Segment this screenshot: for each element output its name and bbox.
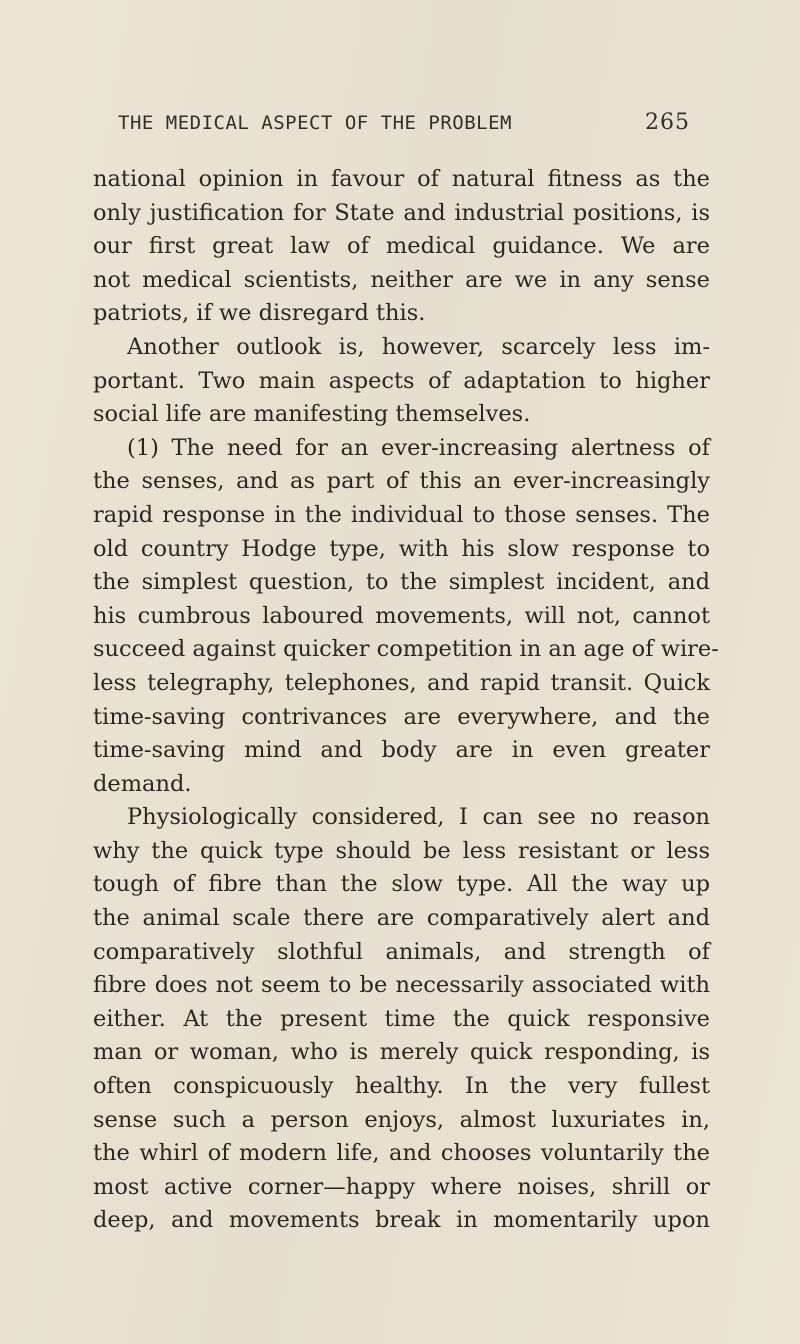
text-line: the whirl of modern life, and chooses voluntarily the bbox=[93, 1140, 710, 1167]
text-line: the simplest question, to the simplest incident, and bbox=[93, 569, 710, 596]
text-line: time-saving mind and body are in even greater bbox=[93, 737, 710, 764]
text-line: rapid response in the individual to those senses. The bbox=[93, 501, 710, 528]
text-line: why the quick type should be less resistant or less bbox=[93, 837, 710, 864]
text-line: his cumbrous laboured movements, will not, cannot bbox=[93, 602, 710, 629]
text-line: sense such a person enjoys, almost luxuriates in, bbox=[93, 1106, 710, 1133]
text-line: demand. bbox=[93, 770, 192, 797]
body-text bbox=[93, 163, 719, 1238]
text-line: portant. Two main aspects of adaptation to higher bbox=[93, 367, 710, 394]
text-line: only justification for State and industrial positions, is bbox=[93, 199, 710, 226]
text-line: time-saving contrivances are everywhere, and the bbox=[93, 703, 710, 730]
text-line: patriots, if we disregard this. bbox=[93, 300, 426, 327]
text-line: not medical scientists, neither are we in any sense bbox=[93, 266, 710, 293]
text-line: Another outlook is, however, scarcely less im- bbox=[127, 333, 710, 360]
page-number: 265 bbox=[645, 110, 690, 135]
text-line: old country Hodge type, with his slow response to bbox=[93, 535, 710, 562]
text-line: fibre does not seem to be necessarily associated with bbox=[93, 972, 710, 999]
text-line: national opinion in favour of natural fitness as the bbox=[93, 166, 710, 192]
text-line: Physiologically considered, I can see no reason bbox=[127, 804, 710, 831]
running-head-title: THE MEDICAL ASPECT OF THE PROBLEM bbox=[118, 112, 512, 134]
text-line: the animal scale there are comparatively alert and bbox=[93, 905, 710, 932]
text-line: tough of fibre than the slow type. All the way up bbox=[93, 871, 710, 898]
text-line: (1) The need for an ever-increasing alertness of bbox=[127, 434, 710, 461]
text-line: the senses, and as part of this an ever-increasingly bbox=[93, 468, 710, 495]
text-line: less telegraphy, telephones, and rapid transit. Quick bbox=[93, 669, 710, 696]
text-line: our first great law of medical guidance. We are bbox=[93, 233, 710, 260]
text-line: most active corner—happy where noises, shrill or bbox=[93, 1173, 710, 1200]
text-line: deep, and movements break in momentarily upon bbox=[93, 1207, 710, 1234]
text-line: comparatively slothful animals, and strength of bbox=[93, 938, 710, 965]
text-line: either. At the present time the quick responsive bbox=[93, 1005, 710, 1032]
text-line: often conspicuously healthy. In the very fullest bbox=[93, 1073, 710, 1100]
running-head bbox=[118, 112, 690, 142]
text-line: social life are manifesting themselves. bbox=[93, 401, 531, 428]
text-line: succeed against quicker competition in an age of wire- bbox=[93, 636, 719, 663]
text-line: man or woman, who is merely quick responding, is bbox=[93, 1039, 710, 1066]
